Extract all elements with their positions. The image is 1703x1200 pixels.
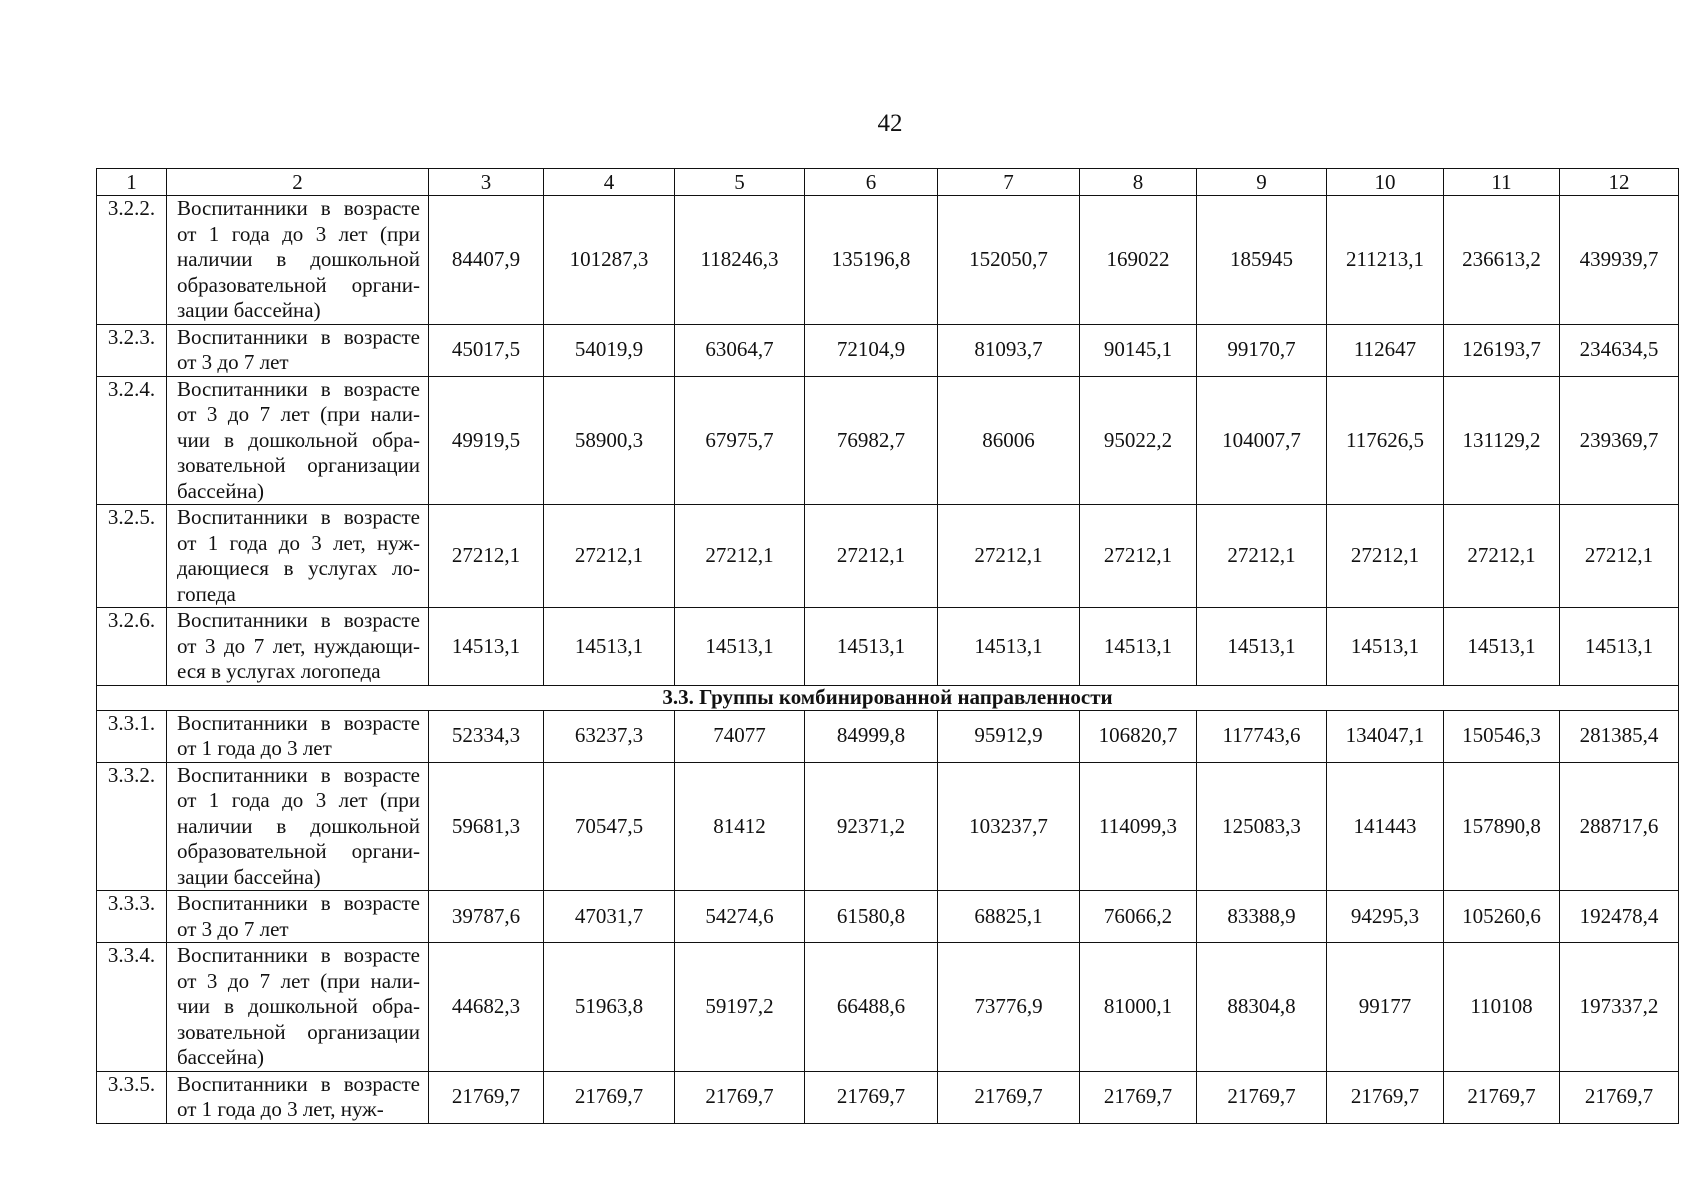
row-description <box>167 762 429 891</box>
value-cell-col-7: 68825,1 <box>938 891 1080 943</box>
value-cell-col-12: 234634,5 <box>1560 324 1679 376</box>
value-cell-col-5: 14513,1 <box>675 608 805 686</box>
column-header-2: 2 <box>167 169 429 196</box>
description-line: Воспитанники в возрасте <box>177 943 420 967</box>
description-line: образовательной органи- <box>177 272 420 297</box>
table-row <box>97 376 1679 505</box>
value-cell-col-4: 101287,3 <box>544 196 675 325</box>
row-description <box>167 196 429 325</box>
description-line: зации бассейна) <box>177 298 321 322</box>
table-row <box>97 324 1679 376</box>
value-cell-col-7: 86006 <box>938 376 1080 505</box>
value-cell-col-4: 21769,7 <box>544 1071 675 1123</box>
description-line: Воспитанники в возрасте <box>177 608 420 632</box>
description-line: от 3 до 7 лет <box>177 350 289 374</box>
value-cell-col-8: 14513,1 <box>1080 608 1197 686</box>
value-cell-col-12: 439939,7 <box>1560 196 1679 325</box>
column-header-8: 8 <box>1080 169 1197 196</box>
table-body <box>97 169 1679 1124</box>
value-cell-col-8: 81000,1 <box>1080 943 1197 1072</box>
column-header-6: 6 <box>805 169 938 196</box>
value-cell-col-7: 73776,9 <box>938 943 1080 1072</box>
value-cell-col-9: 83388,9 <box>1197 891 1327 943</box>
value-cell-col-5: 21769,7 <box>675 1071 805 1123</box>
value-cell-col-11: 126193,7 <box>1444 324 1560 376</box>
value-cell-col-3: 14513,1 <box>429 608 544 686</box>
value-cell-col-8: 90145,1 <box>1080 324 1197 376</box>
description-line: чии в дошкольной обра- <box>177 994 420 1018</box>
row-code: 3.3.1. <box>97 710 167 762</box>
description-line: от 1 года до 3 лет (при <box>177 788 420 812</box>
value-cell-col-10: 211213,1 <box>1327 196 1444 325</box>
value-cell-col-11: 105260,6 <box>1444 891 1560 943</box>
value-cell-col-12: 192478,4 <box>1560 891 1679 943</box>
description-line: Воспитанники в возрасте <box>177 891 420 915</box>
column-header-5: 5 <box>675 169 805 196</box>
section-title: 3.3. Группы комбинированной направленности <box>97 685 1679 710</box>
value-cell-col-8: 169022 <box>1080 196 1197 325</box>
description-line: Воспитанники в возрасте <box>177 196 420 220</box>
table-row <box>97 1071 1679 1123</box>
value-cell-col-3: 52334,3 <box>429 710 544 762</box>
description-line: от 1 года до 3 лет <box>177 736 332 760</box>
value-cell-col-4: 51963,8 <box>544 943 675 1072</box>
value-cell-col-6: 21769,7 <box>805 1071 938 1123</box>
description-line: бассейна) <box>177 1045 265 1069</box>
table-row <box>97 710 1679 762</box>
row-code: 3.3.2. <box>97 762 167 891</box>
value-cell-col-8: 21769,7 <box>1080 1071 1197 1123</box>
value-cell-col-7: 95912,9 <box>938 710 1080 762</box>
value-cell-col-4: 54019,9 <box>544 324 675 376</box>
row-description <box>167 943 429 1072</box>
value-cell-col-6: 84999,8 <box>805 710 938 762</box>
description-line: от 1 года до 3 лет, нуж- <box>177 1097 384 1121</box>
value-cell-col-8: 114099,3 <box>1080 762 1197 891</box>
value-cell-col-6: 76982,7 <box>805 376 938 505</box>
row-description <box>167 376 429 505</box>
value-cell-col-5: 59197,2 <box>675 943 805 1072</box>
table-row <box>97 196 1679 325</box>
value-cell-col-6: 61580,8 <box>805 891 938 943</box>
row-code: 3.2.5. <box>97 505 167 608</box>
column-header-10: 10 <box>1327 169 1444 196</box>
row-code: 3.2.6. <box>97 608 167 686</box>
value-cell-col-5: 54274,6 <box>675 891 805 943</box>
value-cell-col-8: 27212,1 <box>1080 505 1197 608</box>
column-header-4: 4 <box>544 169 675 196</box>
value-cell-col-3: 27212,1 <box>429 505 544 608</box>
table-row <box>97 608 1679 686</box>
value-cell-col-11: 157890,8 <box>1444 762 1560 891</box>
description-line: зовательной организации <box>177 1019 420 1044</box>
section-row <box>97 685 1679 710</box>
table-row <box>97 891 1679 943</box>
value-cell-col-7: 21769,7 <box>938 1071 1080 1123</box>
value-cell-col-11: 14513,1 <box>1444 608 1560 686</box>
description-line: наличии в дошкольной <box>177 813 420 838</box>
row-code: 3.2.4. <box>97 376 167 505</box>
value-cell-col-3: 21769,7 <box>429 1071 544 1123</box>
table-row <box>97 762 1679 891</box>
table-row <box>97 505 1679 608</box>
value-cell-col-3: 39787,6 <box>429 891 544 943</box>
description-line: от 3 до 7 лет (при нали- <box>177 402 420 426</box>
description-line: Воспитанники в возрасте <box>177 710 420 735</box>
description-line: чии в дошкольной обра- <box>177 427 420 452</box>
row-description <box>167 505 429 608</box>
column-header-1: 1 <box>97 169 167 196</box>
column-header-12: 12 <box>1560 169 1679 196</box>
value-cell-col-10: 21769,7 <box>1327 1071 1444 1123</box>
column-number-row <box>97 169 1679 196</box>
value-cell-col-10: 112647 <box>1327 324 1444 376</box>
description-line: бассейна) <box>177 478 265 503</box>
value-cell-col-10: 134047,1 <box>1327 710 1444 762</box>
value-cell-col-6: 72104,9 <box>805 324 938 376</box>
column-header-9: 9 <box>1197 169 1327 196</box>
description-line: от 3 до 7 лет, нуждающи- <box>177 633 420 658</box>
value-cell-col-12: 27212,1 <box>1560 505 1679 608</box>
value-cell-col-11: 236613,2 <box>1444 196 1560 325</box>
value-cell-col-6: 92371,2 <box>805 762 938 891</box>
value-cell-col-4: 70547,5 <box>544 762 675 891</box>
value-cell-col-5: 118246,3 <box>675 196 805 325</box>
value-cell-col-12: 239369,7 <box>1560 376 1679 505</box>
value-cell-col-11: 21769,7 <box>1444 1071 1560 1123</box>
value-cell-col-9: 99170,7 <box>1197 324 1327 376</box>
value-cell-col-9: 104007,7 <box>1197 376 1327 505</box>
value-cell-col-9: 185945 <box>1197 196 1327 325</box>
value-cell-col-11: 131129,2 <box>1444 376 1560 505</box>
value-cell-col-3: 59681,3 <box>429 762 544 891</box>
description-line: от 3 до 7 лет (при нали- <box>177 968 420 993</box>
value-cell-col-7: 81093,7 <box>938 324 1080 376</box>
value-cell-col-8: 95022,2 <box>1080 376 1197 505</box>
value-cell-col-5: 27212,1 <box>675 505 805 608</box>
value-cell-col-4: 47031,7 <box>544 891 675 943</box>
value-cell-col-12: 197337,2 <box>1560 943 1679 1072</box>
value-cell-col-10: 117626,5 <box>1327 376 1444 505</box>
row-code: 3.2.2. <box>97 196 167 325</box>
table-row <box>97 943 1679 1072</box>
description-line: Воспитанники в возрасте <box>177 376 420 401</box>
value-cell-col-3: 44682,3 <box>429 943 544 1072</box>
value-cell-col-10: 99177 <box>1327 943 1444 1072</box>
value-cell-col-4: 63237,3 <box>544 710 675 762</box>
value-cell-col-7: 14513,1 <box>938 608 1080 686</box>
value-cell-col-8: 106820,7 <box>1080 710 1197 762</box>
value-cell-col-7: 152050,7 <box>938 196 1080 325</box>
value-cell-col-3: 84407,9 <box>429 196 544 325</box>
description-line: еся в услугах логопеда <box>177 659 381 683</box>
row-description <box>167 324 429 376</box>
row-code: 3.3.4. <box>97 943 167 1072</box>
column-header-7: 7 <box>938 169 1080 196</box>
value-cell-col-5: 74077 <box>675 710 805 762</box>
value-cell-col-4: 58900,3 <box>544 376 675 505</box>
description-line: от 1 года до 3 лет (при <box>177 221 420 246</box>
value-cell-col-8: 76066,2 <box>1080 891 1197 943</box>
value-cell-col-11: 27212,1 <box>1444 505 1560 608</box>
value-cell-col-10: 94295,3 <box>1327 891 1444 943</box>
value-cell-col-6: 14513,1 <box>805 608 938 686</box>
description-line: Воспитанники в возрасте <box>177 324 420 349</box>
value-cell-col-4: 27212,1 <box>544 505 675 608</box>
tariff-table-container <box>96 168 1678 1124</box>
value-cell-col-6: 66488,6 <box>805 943 938 1072</box>
description-line: гопеда <box>177 581 236 606</box>
value-cell-col-11: 110108 <box>1444 943 1560 1072</box>
row-description <box>167 891 429 943</box>
description-line: образовательной органи- <box>177 839 420 863</box>
column-header-3: 3 <box>429 169 544 196</box>
column-header-11: 11 <box>1444 169 1560 196</box>
value-cell-col-6: 135196,8 <box>805 196 938 325</box>
value-cell-col-9: 125083,3 <box>1197 762 1327 891</box>
value-cell-col-9: 14513,1 <box>1197 608 1327 686</box>
value-cell-col-10: 141443 <box>1327 762 1444 891</box>
value-cell-col-5: 63064,7 <box>675 324 805 376</box>
value-cell-col-12: 281385,4 <box>1560 710 1679 762</box>
value-cell-col-5: 81412 <box>675 762 805 891</box>
row-description <box>167 608 429 686</box>
tariff-table <box>96 168 1679 1124</box>
value-cell-col-9: 27212,1 <box>1197 505 1327 608</box>
description-line: Воспитанники в возрасте <box>177 762 420 787</box>
description-line: зовательной организации <box>177 453 420 477</box>
description-line: от 1 года до 3 лет, нуж- <box>177 530 420 555</box>
value-cell-col-12: 14513,1 <box>1560 608 1679 686</box>
value-cell-col-7: 27212,1 <box>938 505 1080 608</box>
value-cell-col-11: 150546,3 <box>1444 710 1560 762</box>
row-description <box>167 710 429 762</box>
value-cell-col-10: 14513,1 <box>1327 608 1444 686</box>
value-cell-col-7: 103237,7 <box>938 762 1080 891</box>
value-cell-col-6: 27212,1 <box>805 505 938 608</box>
row-code: 3.3.5. <box>97 1071 167 1123</box>
value-cell-col-4: 14513,1 <box>544 608 675 686</box>
description-line: наличии в дошкольной <box>177 247 420 271</box>
value-cell-col-9: 117743,6 <box>1197 710 1327 762</box>
value-cell-col-5: 67975,7 <box>675 376 805 505</box>
value-cell-col-10: 27212,1 <box>1327 505 1444 608</box>
description-line: Воспитанники в возрасте <box>177 1071 420 1096</box>
description-line: зации бассейна) <box>177 864 321 889</box>
value-cell-col-3: 45017,5 <box>429 324 544 376</box>
value-cell-col-9: 88304,8 <box>1197 943 1327 1072</box>
value-cell-col-12: 21769,7 <box>1560 1071 1679 1123</box>
description-line: дающиеся в услугах ло- <box>177 556 420 580</box>
value-cell-col-3: 49919,5 <box>429 376 544 505</box>
description-line: Воспитанники в возрасте <box>177 505 420 529</box>
value-cell-col-9: 21769,7 <box>1197 1071 1327 1123</box>
row-code: 3.2.3. <box>97 324 167 376</box>
row-description <box>167 1071 429 1123</box>
page-number: 42 <box>877 110 903 137</box>
row-code: 3.3.3. <box>97 891 167 943</box>
value-cell-col-12: 288717,6 <box>1560 762 1679 891</box>
description-line: от 3 до 7 лет <box>177 916 289 941</box>
